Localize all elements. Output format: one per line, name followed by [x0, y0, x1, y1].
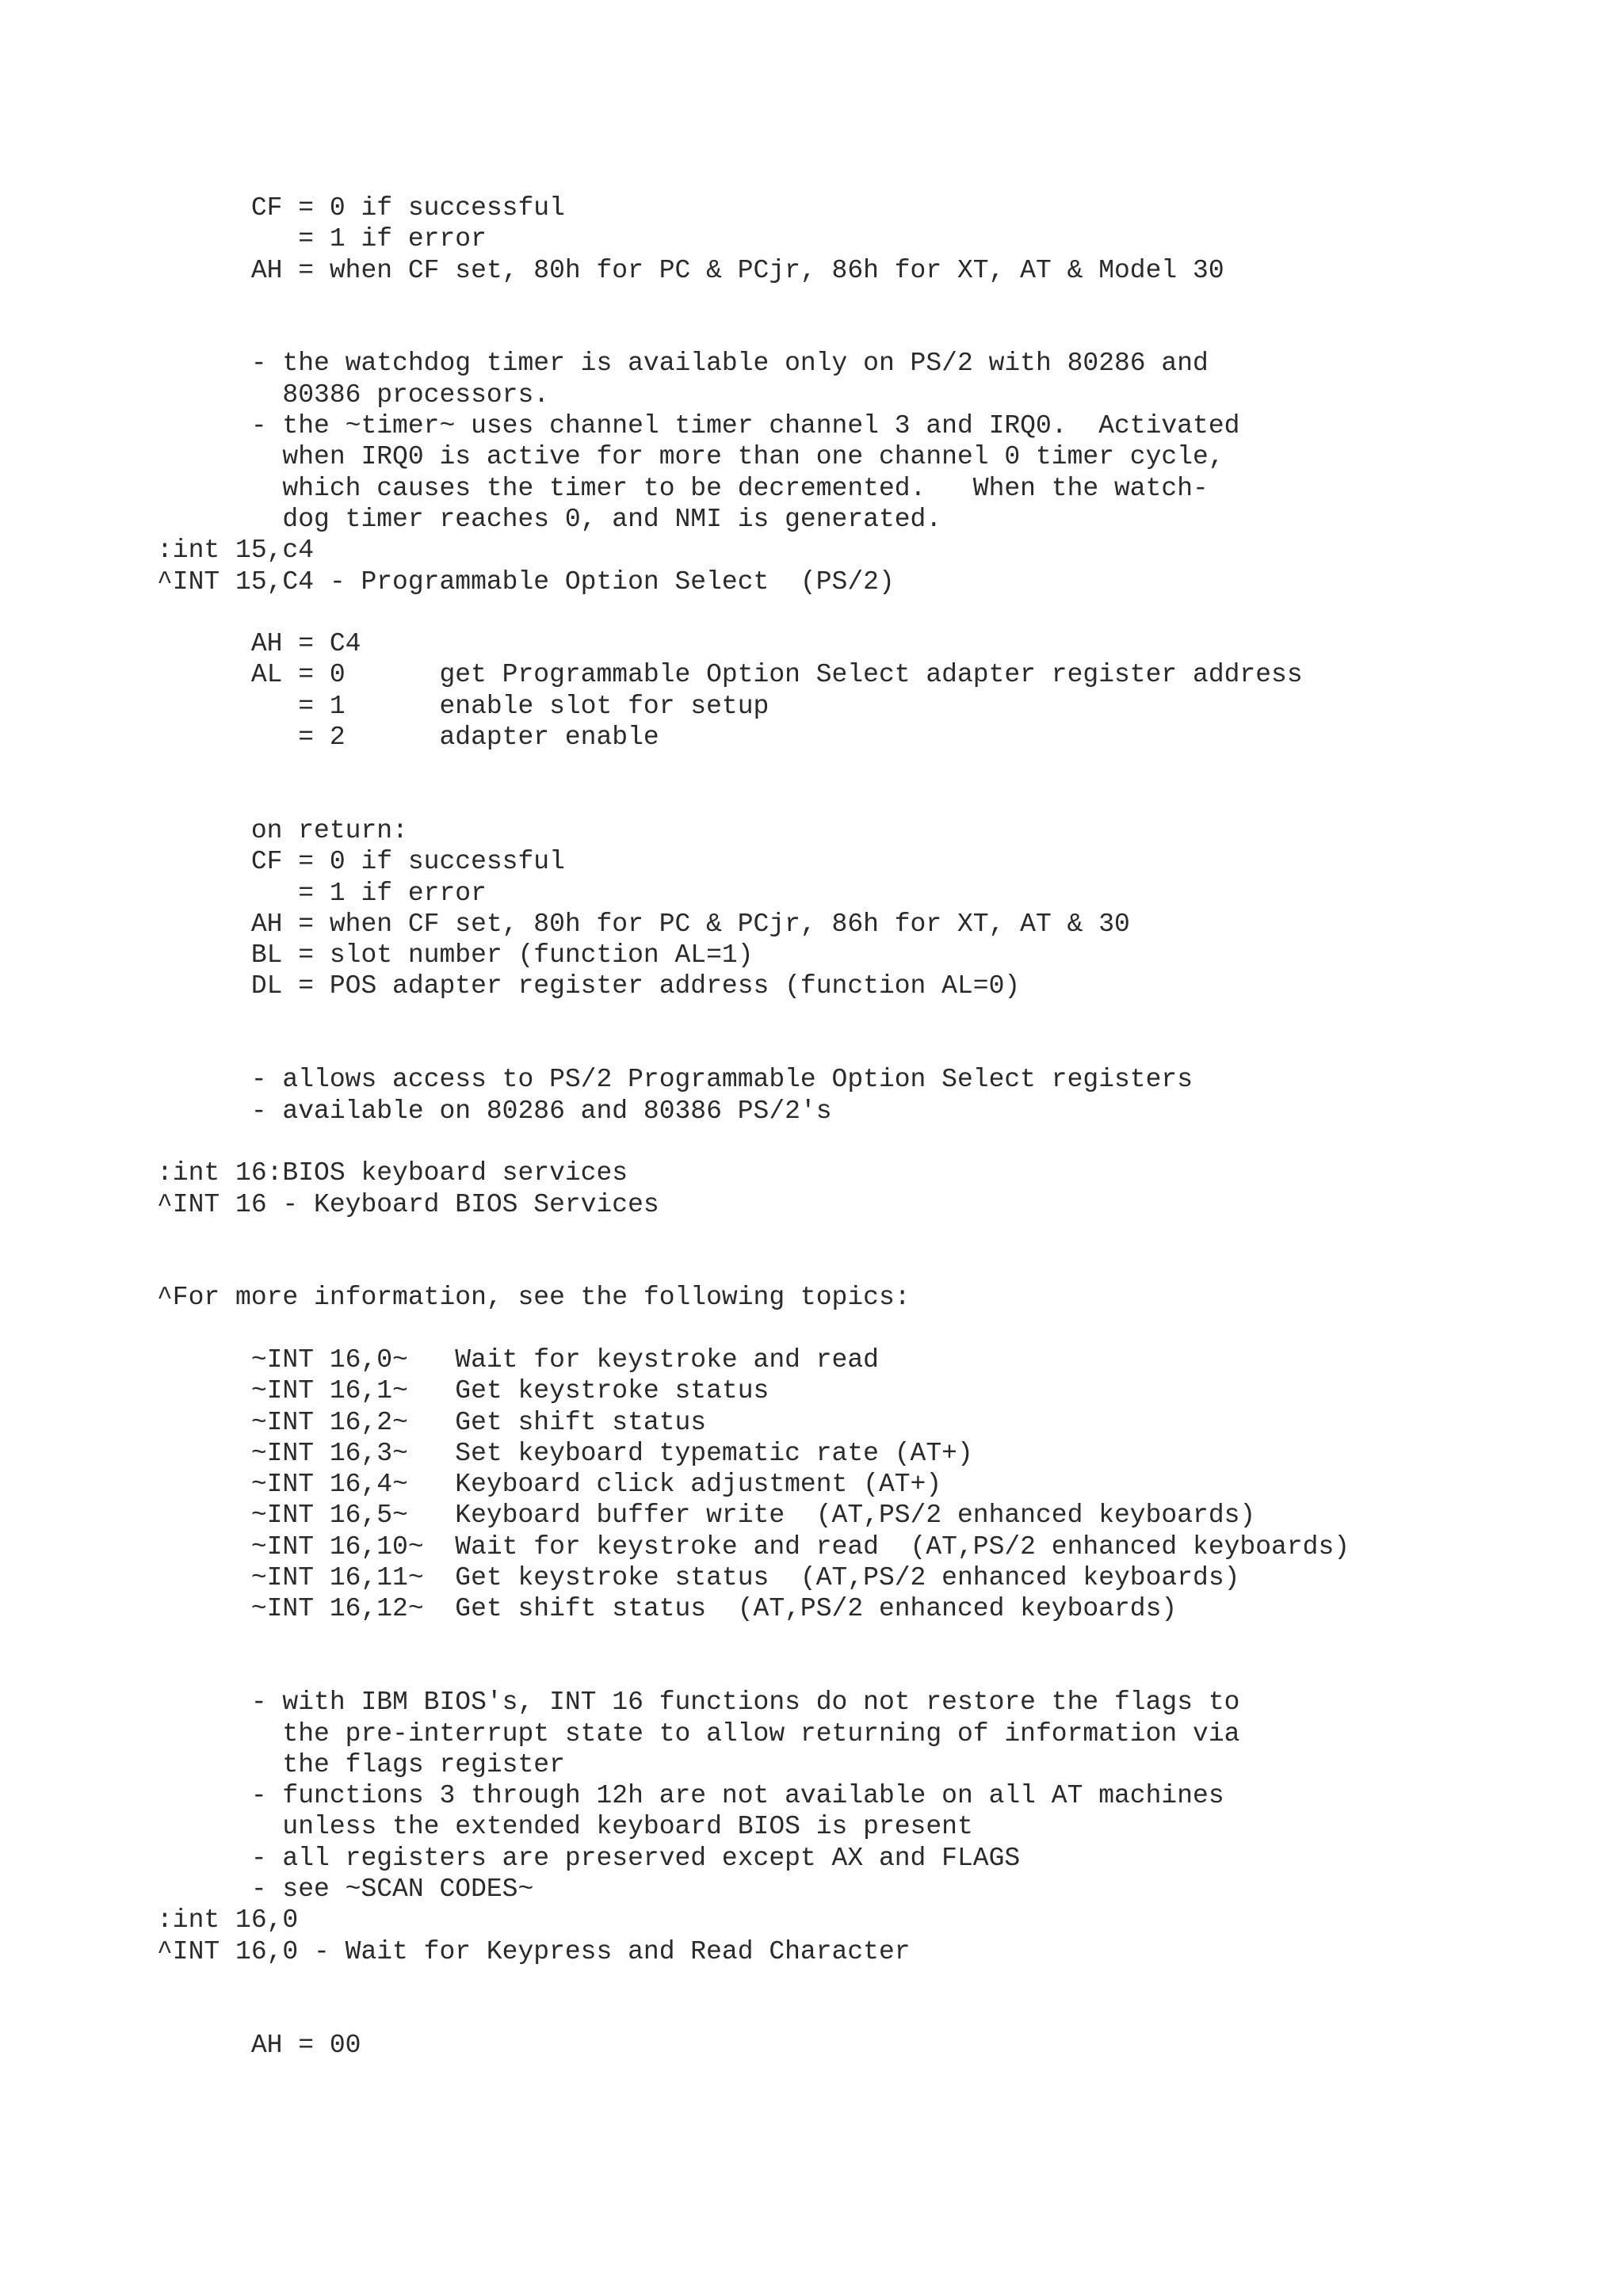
text-line	[157, 784, 1350, 815]
text-line	[157, 1656, 1350, 1687]
text-line: - functions 3 through 12h are not available on all AT machines	[157, 1781, 1224, 1811]
text-line: ~INT 16,1~ Get keystroke status	[157, 1376, 769, 1406]
text-line: CF = 0 if successful	[157, 193, 565, 223]
text-line: on return:	[157, 815, 408, 845]
text-line	[157, 753, 1350, 784]
text-line: ^INT 16,0 - Wait for Keypress and Read Character	[157, 1936, 911, 1966]
text-line: BL = slot number (function AL=1)	[157, 940, 754, 971]
text-line: = 1 if error	[157, 224, 487, 254]
text-line: ~INT 16,2~ Get shift status	[157, 1407, 707, 1437]
text-line: AH = when CF set, 80h for PC & PCjr, 86h for XT, AT & 30	[157, 909, 1130, 939]
text-line: AL = 0 get Programmable Option Select adapter register address	[157, 660, 1303, 690]
text-line: - allows access to PS/2 Programmable Option Select registers	[157, 1065, 1193, 1095]
text-line: ~INT 16,10~ Wait for keystroke and read (AT,PS/2 enhanced keyboards)	[157, 1531, 1350, 1562]
text-line: ~INT 16,11~ Get keystroke status (AT,PS/2 enhanced keyboards)	[157, 1563, 1240, 1593]
text-line: ~INT 16,5~ Keyboard buffer write (AT,PS/2 enhanced keyboards)	[157, 1501, 1256, 1531]
text-line: 80386 processors.	[157, 379, 550, 410]
text-line: AH = C4	[157, 629, 361, 659]
text-line: ~INT 16,4~ Keyboard click adjustment (AT+)	[157, 1470, 942, 1500]
text-line: - the watchdog timer is available only on PS/2 with 80286 and	[157, 349, 1209, 379]
text-line: AH = 00	[157, 2030, 361, 2060]
text-line: - see ~SCAN CODES~	[157, 1875, 534, 1905]
text-line	[157, 1002, 1350, 1033]
document-body	[157, 193, 1350, 2061]
text-line	[157, 1967, 1350, 1998]
text-line: CF = 0 if successful	[157, 847, 565, 877]
text-line	[157, 1314, 1350, 1344]
text-line: = 1 if error	[157, 878, 487, 908]
text-line	[157, 597, 1350, 628]
text-line: dog timer reaches 0, and NMI is generated.	[157, 504, 942, 534]
text-line	[157, 1220, 1350, 1251]
text-line	[157, 286, 1350, 317]
text-line	[157, 317, 1350, 348]
text-line: - all registers are preserved except AX and FLAGS	[157, 1843, 1021, 1873]
text-line: ~INT 16,3~ Set keyboard typematic rate (AT+)	[157, 1438, 973, 1468]
text-line	[157, 1251, 1350, 1282]
text-line: :int 16:BIOS keyboard services	[157, 1158, 628, 1188]
text-line: ^For more information, see the following topics:	[157, 1283, 911, 1313]
text-line: when IRQ0 is active for more than one channel 0 timer cycle,	[157, 442, 1224, 472]
text-line: the pre-interrupt state to allow returning of information via	[157, 1718, 1240, 1749]
text-line: ~INT 16,0~ Wait for keystroke and read	[157, 1344, 879, 1375]
text-line	[157, 1998, 1350, 2029]
text-line: - available on 80286 and 80386 PS/2's	[157, 1096, 832, 1126]
text-line: :int 16,0	[157, 1905, 299, 1936]
text-line: = 1 enable slot for setup	[157, 691, 769, 721]
text-line: AH = when CF set, 80h for PC & PCjr, 86h for XT, AT & Model 30	[157, 255, 1224, 285]
text-line: = 2 adapter enable	[157, 723, 659, 753]
text-line: the flags register	[157, 1749, 565, 1779]
text-line: unless the extended keyboard BIOS is present	[157, 1812, 973, 1842]
text-line	[157, 1127, 1350, 1158]
text-line: - with IBM BIOS's, INT 16 functions do not restore the flags to	[157, 1688, 1240, 1718]
text-line: ~INT 16,12~ Get shift status (AT,PS/2 enhanced keyboards)	[157, 1594, 1178, 1624]
text-line: :int 15,c4	[157, 536, 315, 566]
text-line	[157, 1625, 1350, 1656]
text-line: which causes the timer to be decremented. When the watch-	[157, 473, 1209, 503]
text-line: ^INT 16 - Keyboard BIOS Services	[157, 1189, 659, 1219]
text-line: DL = POS adapter register address (function AL=0)	[157, 971, 1021, 1001]
text-line	[157, 1033, 1350, 1064]
text-line: - the ~timer~ uses channel timer channel 3 and IRQ0. Activated	[157, 411, 1240, 441]
text-line: ^INT 15,C4 - Programmable Option Select (PS/2)	[157, 566, 895, 597]
